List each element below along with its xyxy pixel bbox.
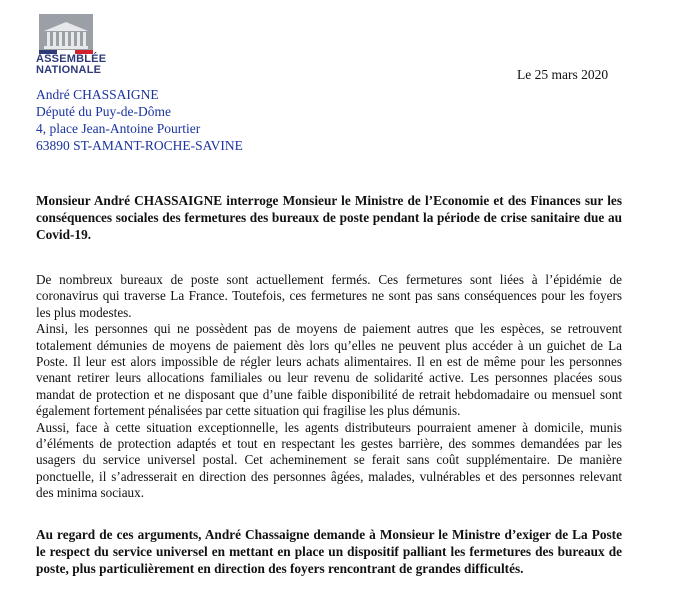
- logo-text-line1: ASSEMBLÉE: [36, 53, 107, 65]
- sender-block: [36, 86, 243, 154]
- assemblee-nationale-logo: [36, 14, 108, 76]
- body-paragraph-3: Aussi, face à cette situation exceptionnelle, les agents distributeurs pourraient amener à domicile, munis d’éléments de protection adaptés et tout en respectant les gestes barrière, des sommes demandées par les usagers du service universel postal. Cet acheminement se ferait sans coût supplémentaire. De manière ponctuelle, il s’adresserait en direction des personnes âgées, malades, vulnérables et des personnes relevant des minima sociaux.: [36, 419, 622, 501]
- body-paragraph-1: De nombreux bureaux de poste sont actuellement fermés. Ces fermetures sont liées à l’épidémie de coronavirus qui traverse La France. Toutefois, ces fermetures ne sont pas sans conséquences pour les foyers les plus modestes.: [36, 272, 622, 320]
- sender-city: 63890 ST-AMANT-ROCHE-SAVINE: [36, 138, 243, 153]
- letter-subject: Monsieur André CHASSAIGNE interroge Monsieur le Ministre de l’Economie et des Finances sur les conséquences sociales des fermetures des bureaux de poste pendant la période de crise sanitaire due au Covid-19.: [36, 193, 622, 242]
- letter-conclusion: Au regard de ces arguments, André Chassaigne demande à Monsieur le Ministre d’exiger de La Poste le respect du service universel en mettant en place un dispositif palliant les fermetures des bureaux de poste, plus particulièrement en direction des foyers rencontrant de grandes difficultés.: [36, 527, 622, 576]
- body-paragraph-2: Ainsi, les personnes qui ne possèdent pas de moyens de paiement autres que les espèces, se retrouvent totalement démunies de moyens de paiement dès lors qu’elles ne peuvent plus accéder à un guichet de La Poste. Il leur est alors impossible de régler leurs achats alimentaires. Il en est de même pour les personnes venant retirer leurs allocations familiales ou leur revenu de solidarité active. Les personnes placées sous mandat de protection et ne disposant que d’une faible disponibilité de retrait hebdomadaire ou mensuel sont également fortement pénalisées par cette situation qui fragilise les plus démunis.: [36, 321, 622, 419]
- sender-title: Député du Puy-de-Dôme: [36, 104, 171, 119]
- logo-text-line2: NATIONALE: [36, 64, 102, 76]
- sender-name: André CHASSAIGNE: [36, 87, 159, 102]
- assemblee-building-icon: [36, 14, 96, 54]
- sender-address: 4, place Jean-Antoine Pourtier: [36, 121, 201, 136]
- letter-date: Le 25 mars 2020: [517, 67, 609, 82]
- letter-body: [36, 272, 622, 502]
